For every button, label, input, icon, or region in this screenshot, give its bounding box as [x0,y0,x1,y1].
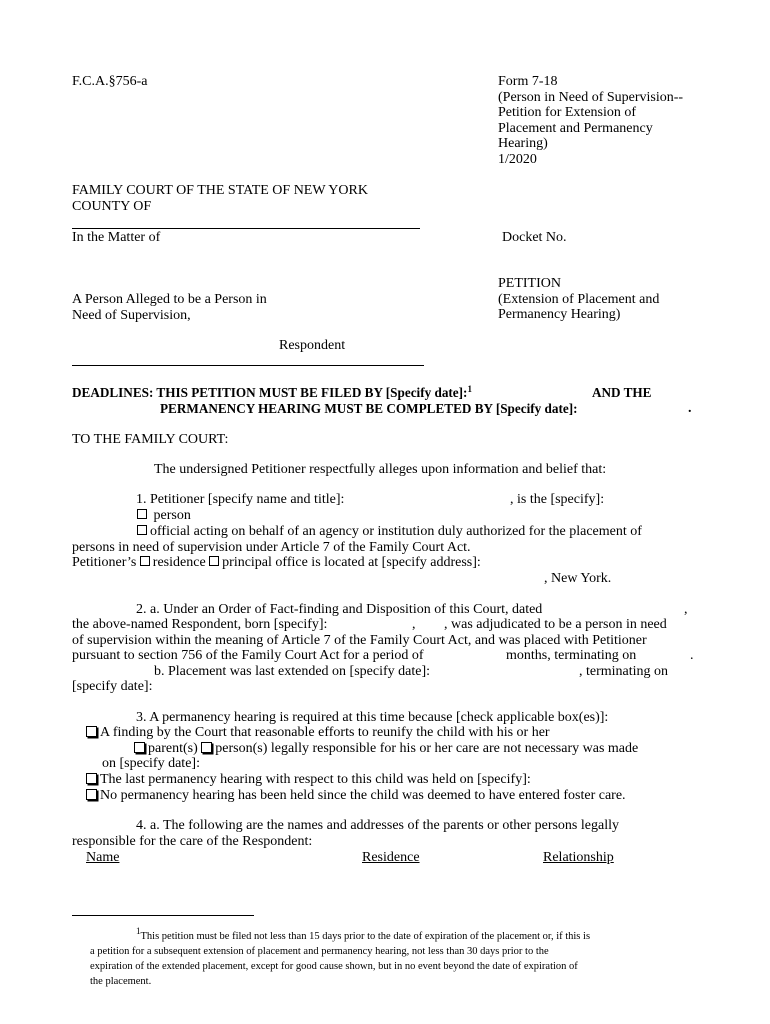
column-header-residence: Residence [362,850,420,865]
form-line: (Person in Need of Supervision-- [498,89,684,105]
parents-list-intro-continued: responsible for the care of the Respondent: [72,834,313,849]
deadline-filing [72,385,472,401]
petitioner-name-prompt: 1. Petitioner [specify name and title]: [136,492,345,507]
termination-date-prompt: [specify date]: [72,679,153,694]
intro-statement: The undersigned Petitioner respectfully alleges upon information and belief that: [154,462,607,477]
extension-terminating: , terminating on [579,664,669,679]
reasonable-efforts-label: A finding by the Court that reasonable efforts to reunify the child with his or her [100,725,550,740]
official-option [137,524,642,540]
respondent-born-prompt: the above-named Respondent, born [specify]: [72,617,328,632]
comma: , [684,602,688,617]
no-hearing-label: No permanency hearing has been held since the child was deemed to have entered foster care. [100,788,626,803]
person-option-label: person [153,508,191,523]
salutation: TO THE FAMILY COURT: [72,432,229,447]
form-line: Hearing) [498,136,548,151]
checkbox-official[interactable] [137,525,147,535]
article-7-text: of supervision within the meaning of Article 7 of the Family Court Act, and was placed with Petitioner [72,633,647,648]
person-option [137,508,191,524]
footnote-divider [72,915,254,916]
footnote-line [90,926,591,944]
order-date-prompt: 2. a. Under an Order of Fact-finding and Disposition of this Court, dated [136,602,543,617]
form-line: Placement and Permanency [498,120,653,136]
petition-title [498,276,659,323]
official-option-continued: persons in need of supervision under Article 7 of the Family Court Act. [72,540,471,555]
checkbox-last-hearing[interactable] [86,773,97,784]
deadline-hearing: PERMANENCY HEARING MUST BE COMPLETED BY [Specify date]: [160,401,578,416]
footnote-line: a petition for a subsequent extension of placement and permanency hearing, not less than 30 days prior to the [90,946,549,957]
persons-responsible-label: person(s) legally responsible for his or her care are not necessary was made [215,741,639,756]
form-line: 1/2020 [498,151,537,167]
last-hearing-option [86,772,531,788]
footnote-line: the placement. [90,976,152,987]
parents-label: parent(s) [148,741,198,756]
months-terminating: months, terminating on [506,648,637,663]
principal-office-label: principal office is located at [specify address]: [222,555,481,570]
residence-label: residence [152,555,206,570]
checkbox-reasonable-efforts[interactable] [86,726,97,737]
checkbox-persons-responsible[interactable] [201,742,212,753]
statute-citation: F.C.A.§756-a [72,74,148,89]
placement-period-prompt: pursuant to section 756 of the Family Court Act for a period of [72,648,424,663]
address-prompt [72,555,481,571]
deadline-filing-text: DEADLINES: THIS PETITION MUST BE FILED BY [Specify date]: [72,385,468,400]
respondent-label: Respondent [279,338,346,353]
column-header-name: Name [86,850,120,865]
comma: , [412,617,416,632]
petition-line: (Extension of Placement and [498,291,660,307]
respondent-description [72,292,267,323]
petition-line: PETITION [498,276,561,291]
footnote [90,926,591,989]
checkbox-no-hearing[interactable] [86,789,97,800]
county-label: COUNTY OF [72,199,152,214]
footnote-ref: 1 [467,384,472,394]
checkbox-person[interactable] [137,509,147,519]
new-york-suffix: , New York. [544,571,612,586]
deadline-period: . [688,401,692,416]
divider [72,228,420,229]
matter-label: In the Matter of [72,230,161,245]
petitioner-possessive: Petitioner’s [72,555,137,570]
period: . [690,648,694,663]
person-line: Need of Supervision, [72,307,191,323]
docket-label: Docket No. [502,230,567,245]
footnote-text: This petition must be filed not less than 15 days prior to the date of expiration of the placement or, if this is [140,931,591,942]
checkbox-residence[interactable] [140,556,150,566]
adjudication-text: , was adjudicated to be a person in need [444,617,667,632]
and-the-text: AND THE [592,385,652,400]
divider [72,365,424,366]
last-extension-prompt: b. Placement was last extended on [specify date]: [154,664,431,679]
official-option-label: official acting on behalf of an agency or institution duly authorized for the placement of [150,524,642,539]
not-necessary-options [134,741,638,757]
checkbox-parents[interactable] [134,742,145,753]
petitioner-role-prompt: , is the [specify]: [510,492,605,507]
column-header-relationship: Relationship [543,850,614,865]
hearing-required-prompt: 3. A permanency hearing is required at this time because [check applicable box(es)]: [136,710,609,725]
finding-date-prompt: on [specify date]: [102,756,200,771]
form-line: Form 7-18 [498,74,558,89]
footnote-mark: 1 [136,926,141,936]
checkbox-principal-office[interactable] [209,556,219,566]
reasonable-efforts-option [86,725,550,741]
footnote-line: expiration of the extended placement, except for good cause shown, but in no event beyond the date of expiration of [90,961,578,972]
no-hearing-option [86,788,626,804]
form-info [498,74,683,167]
court-name: FAMILY COURT OF THE STATE OF NEW YORK [72,183,368,198]
person-line: A Person Alleged to be a Person in [72,292,267,307]
last-hearing-label: The last permanency hearing with respect to this child was held on [specify]: [100,772,531,787]
petition-line: Permanency Hearing) [498,307,621,322]
form-line: Petition for Extension of [498,105,637,120]
parents-list-intro: 4. a. The following are the names and addresses of the parents or other persons legally [136,818,619,833]
